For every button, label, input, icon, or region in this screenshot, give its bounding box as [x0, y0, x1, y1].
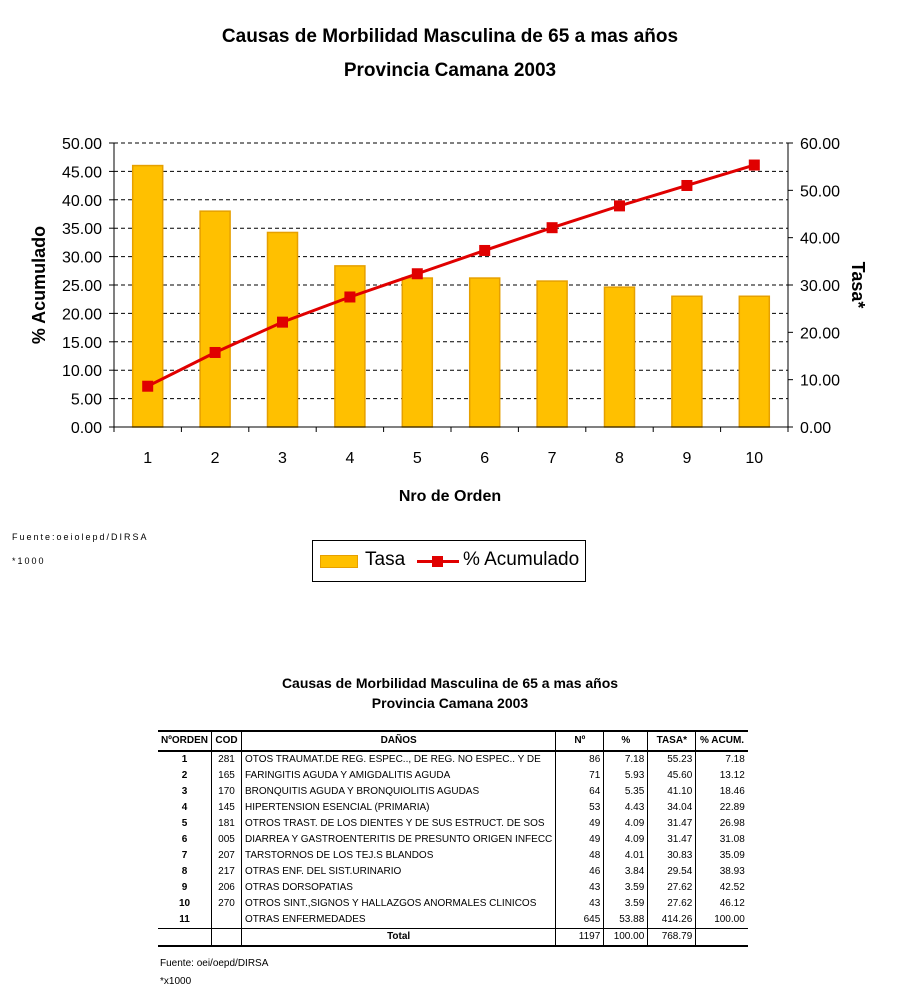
table-cell: 8	[181, 866, 188, 877]
table-cell: 181	[212, 816, 242, 832]
table-cell: 30.83	[648, 848, 696, 864]
table-cell	[212, 912, 242, 929]
x-tick-label: 7	[547, 450, 557, 467]
table-cell: 207	[212, 848, 242, 864]
table-cell: 31.47	[648, 832, 696, 848]
y-right-tick-label: 60.00	[800, 136, 841, 153]
x-tick-label: 8	[615, 450, 624, 467]
morbidity-table	[158, 730, 748, 947]
table-cell: 4.09	[604, 816, 648, 832]
table-row	[158, 880, 748, 896]
table-source-note: Fuente: oei/oepd/DIRSA	[160, 958, 269, 969]
table-cell: 11	[158, 912, 212, 929]
table-cell: 206	[212, 880, 242, 896]
table-cell: 7.18	[604, 751, 648, 768]
y-left-tick-label: 25.00	[61, 278, 102, 295]
table-subtitle: Provincia Camana 2003	[371, 695, 529, 711]
x-tick-label: 10	[745, 450, 764, 467]
point-acumulado	[142, 381, 153, 392]
table-cell: 3.59	[604, 880, 648, 896]
table-rate-note: *x1000	[160, 976, 192, 987]
table-cell: 31.47	[648, 816, 696, 832]
bar-tasa	[200, 211, 230, 427]
x-tick-label: 9	[682, 450, 692, 467]
legend-acumulado-marker	[432, 556, 443, 567]
y-right-tick-label: 0.00	[800, 420, 832, 437]
table-cell: 3	[181, 786, 188, 797]
table-cell: 18.46	[696, 784, 748, 800]
bar-tasa	[402, 278, 432, 427]
table-cell	[158, 929, 212, 947]
point-acumulado	[479, 245, 490, 256]
table-header-row	[158, 731, 748, 751]
table-cell: 3.84	[604, 864, 648, 880]
table-cell: DIARREA Y GASTROENTERITIS DE PRESUNTO ORIGEN INFECC	[242, 832, 556, 848]
x-tick-label: 4	[345, 450, 355, 467]
table-cell: 3.59	[604, 896, 648, 912]
table-row	[158, 800, 748, 816]
point-acumulado	[547, 222, 558, 233]
x-tick-label: 5	[412, 450, 422, 467]
bar-tasa	[739, 296, 769, 427]
table-cell: 55.23	[648, 751, 696, 768]
y-left-tick-label: 15.00	[61, 334, 102, 352]
table-cell: 5.35	[604, 784, 648, 800]
x-tick-label: 2	[210, 450, 220, 467]
table-cell: 768.79	[648, 929, 696, 947]
point-acumulado	[344, 291, 355, 302]
table-cell: 7	[181, 850, 188, 861]
table-cell: 53.88	[604, 912, 648, 929]
table-cell: 1197	[556, 929, 604, 947]
bar-tasa	[672, 296, 702, 427]
table-row	[158, 784, 748, 800]
table-cell: 13.12	[696, 768, 748, 784]
table-cell: 49	[556, 816, 604, 832]
table-header-cell: %	[604, 731, 648, 751]
y-left-tick-label: 0.00	[70, 420, 102, 437]
chart-subtitle: Provincia Camana 2003	[343, 60, 557, 81]
y-left-axis-title: % Acumulado	[29, 225, 49, 345]
table-cell: 46	[556, 864, 604, 880]
table-cell: 4	[181, 802, 188, 813]
table-title: Causas de Morbilidad Masculina de 65 a mas años	[281, 675, 619, 691]
table-cell: 6	[181, 834, 188, 845]
table-cell: 4.09	[604, 832, 648, 848]
point-acumulado	[412, 268, 423, 279]
table-cell: 4.01	[604, 848, 648, 864]
table-row	[158, 896, 748, 912]
table-cell: 38.93	[696, 864, 748, 880]
line-acumulado	[148, 165, 755, 386]
table-cell: 170	[212, 784, 242, 800]
table-cell: Total	[242, 929, 556, 947]
table-cell	[696, 929, 748, 947]
y-left-tick-label: 35.00	[61, 221, 102, 239]
table-cell: 49	[556, 832, 604, 848]
table-cell: 005	[212, 832, 242, 848]
table-cell: 27.62	[648, 896, 696, 912]
table-cell: OTRAS ENF. DEL SIST.URINARIO	[242, 864, 556, 880]
x-axis-title: Nro de Orden	[398, 488, 502, 505]
y-right-axis-title: Tasa*	[848, 261, 868, 309]
table-row	[158, 768, 748, 784]
table-header-cell: % ACUM.	[696, 731, 748, 751]
table-cell: 26.98	[696, 816, 748, 832]
table-cell: 46.12	[696, 896, 748, 912]
bar-tasa	[537, 281, 567, 427]
y-left-tick-label: 10.00	[61, 363, 102, 381]
table-row	[158, 912, 748, 929]
table-total-row	[158, 929, 748, 947]
table-cell: 165	[212, 768, 242, 784]
table-header-cell: NºORDEN	[158, 731, 212, 751]
table-cell: TARSTORNOS DE LOS TEJ.S BLANDOS	[242, 848, 556, 864]
table-cell: 100.00	[604, 929, 648, 947]
table-cell: FARINGITIS AGUDA Y AMIGDALITIS AGUDA	[242, 768, 556, 784]
table-row	[158, 832, 748, 848]
table-cell: 53	[556, 800, 604, 816]
chart-legend	[312, 540, 586, 582]
x-tick-label: 3	[278, 450, 287, 467]
point-acumulado	[210, 347, 221, 358]
table-cell: 281	[212, 751, 242, 768]
table-cell: 22.89	[696, 800, 748, 816]
y-left-tick-label: 20.00	[61, 306, 102, 324]
chart-title: Causas de Morbilidad Masculina de 65 a mas años	[221, 26, 679, 47]
legend-tasa-label: Tasa	[365, 549, 406, 570]
table-cell: 7.18	[696, 751, 748, 768]
table-cell: OTROS TRAST. DE LOS DIENTES Y DE SUS ESTRUCT. DE SOS	[242, 816, 556, 832]
table-cell: OTRAS DORSOPATIAS	[242, 880, 556, 896]
table-cell: 5.93	[604, 768, 648, 784]
table-cell: 35.09	[696, 848, 748, 864]
table-cell: 217	[212, 864, 242, 880]
table-row	[158, 816, 748, 832]
table-cell	[212, 929, 242, 947]
table-row	[158, 864, 748, 880]
y-left-tick-label: 45.00	[61, 164, 102, 182]
table-cell: 4.43	[604, 800, 648, 816]
table-cell: 41.10	[648, 784, 696, 800]
table-cell: 145	[212, 800, 242, 816]
x-tick-label: 6	[480, 450, 490, 467]
y-left-tick-label: 5.00	[70, 391, 102, 409]
table-row	[158, 848, 748, 864]
y-right-tick-label: 40.00	[800, 230, 841, 248]
table-cell: OTRAS ENFERMEDADES	[242, 912, 556, 929]
table-cell: BRONQUITIS AGUDA Y BRONQUIOLITIS AGUDAS	[242, 784, 556, 800]
table-cell: 645	[556, 912, 604, 929]
table-cell: 86	[556, 751, 604, 768]
chart-source-note: Fuente:oeiolepd/DIRSA	[12, 532, 149, 542]
table-cell: 9	[181, 882, 188, 893]
table-cell: OTROS SINT.,SIGNOS Y HALLAZGOS ANORMALES CLINICOS	[242, 896, 556, 912]
table-header-cell: Nº	[556, 731, 604, 751]
table-cell: 10	[178, 898, 191, 909]
table-cell: 43	[556, 880, 604, 896]
table-cell: 5	[181, 818, 188, 829]
table-cell: 100.00	[696, 912, 748, 929]
y-left-tick-label: 40.00	[61, 192, 102, 210]
table-cell: 414.26	[648, 912, 696, 929]
table-cell: 2	[181, 770, 188, 781]
table-header-cell: DAÑOS	[242, 731, 556, 751]
table-cell: 42.52	[696, 880, 748, 896]
bar-tasa	[335, 266, 365, 427]
table-cell: 29.54	[648, 864, 696, 880]
table-cell: OTOS TRAUMAT.DE REG. ESPEC.., DE REG. NO ESPEC.. Y DE	[242, 751, 556, 768]
table-cell: 34.04	[648, 800, 696, 816]
point-acumulado	[614, 200, 625, 211]
table-cell: 43	[556, 896, 604, 912]
table-cell: 64	[556, 784, 604, 800]
table-row	[158, 751, 748, 768]
table-cell: 1	[181, 754, 188, 765]
bar-tasa	[268, 232, 298, 427]
table-header-cell: COD	[212, 731, 242, 751]
table-cell: 270	[212, 896, 242, 912]
bar-tasa	[470, 278, 500, 427]
y-left-tick-label: 30.00	[61, 249, 102, 267]
y-right-tick-label: 30.00	[800, 278, 841, 295]
table-cell: HIPERTENSION ESENCIAL (PRIMARIA)	[242, 800, 556, 816]
pareto-chart	[0, 120, 900, 520]
table-header-cell: TASA*	[648, 731, 696, 751]
table-cell: 45.60	[648, 768, 696, 784]
table-cell: 71	[556, 768, 604, 784]
legend-acumulado-label: % Acumulado	[463, 549, 580, 570]
table-cell: 27.62	[648, 880, 696, 896]
point-acumulado	[681, 180, 692, 191]
bar-tasa	[605, 287, 635, 427]
y-right-tick-label: 20.00	[800, 325, 841, 343]
y-left-tick-label: 50.00	[61, 136, 102, 153]
point-acumulado	[749, 160, 760, 171]
chart-rate-note: *1000	[12, 556, 46, 566]
y-right-tick-label: 10.00	[800, 372, 841, 390]
y-right-tick-label: 50.00	[800, 183, 841, 201]
table-cell: 48	[556, 848, 604, 864]
x-tick-label: 1	[143, 450, 153, 467]
legend-tasa-swatch	[320, 555, 358, 568]
point-acumulado	[277, 317, 288, 328]
table-cell: 31.08	[696, 832, 748, 848]
